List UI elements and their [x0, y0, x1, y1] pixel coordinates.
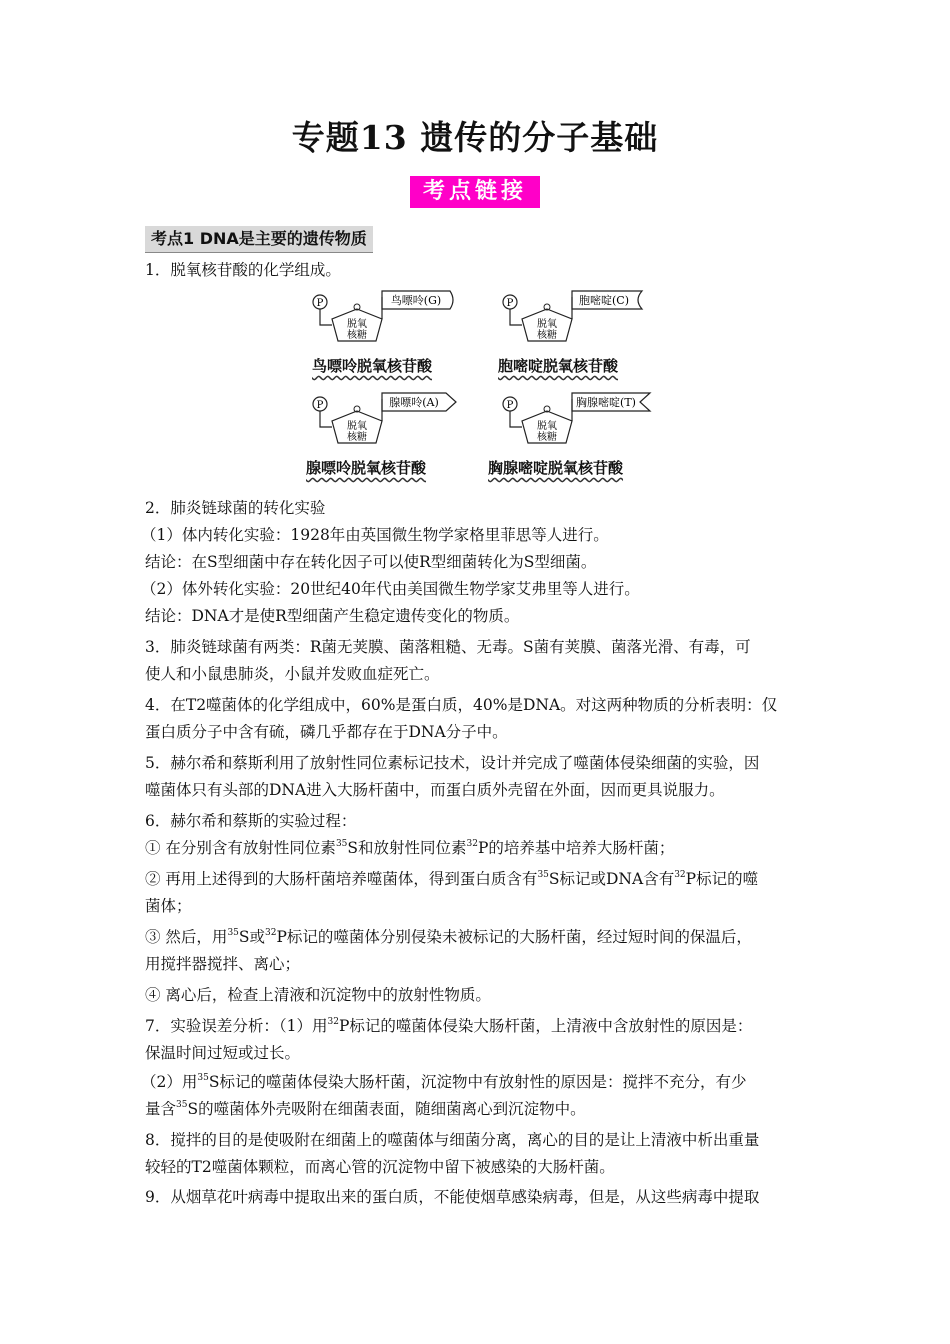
paragraph-line: ② 再用上述得到的大肠杆菌培养噬菌体，得到蛋白质含有$^{35}$S标记或DNA含有$^{32}$P标记的噬: [145, 870, 759, 888]
caption-g: 鸟嘌呤脱氧核苷酸: [312, 357, 433, 375]
paragraph-line: 噬菌体只有头部的DNA进入大肠杆菌中，而蛋白质外壳留在外面，因而更具说服力。: [145, 781, 725, 799]
section-badge: 考点链接: [410, 176, 540, 208]
paragraph-line: 蛋白质分子中含有硫，磷几乎都存在于DNA分子中。: [145, 723, 508, 741]
paragraph-line: 9．从烟草花叶病毒中提取出来的蛋白质，不能使烟草感染病毒，但是，从这些病毒中提取: [145, 1188, 760, 1206]
svg-text:脱氧: 脱氧: [537, 319, 557, 330]
svg-text:腺嘌呤(A): 腺嘌呤(A): [389, 396, 439, 409]
paragraph-line: 较轻的T2噬菌体颗粒，而离心管的沉淀物中留下被感染的大肠杆菌。: [145, 1158, 615, 1176]
caption-a: 腺嘌呤脱氧核苷酸: [306, 459, 427, 477]
svg-text:P: P: [506, 298, 514, 309]
paragraph-line: 3．肺炎链球菌有两类：R菌无荚膜、菌落粗糙、无毒。S菌有荚膜、菌落光滑、有毒，可: [145, 638, 751, 656]
nucleotide-figure: [300, 287, 660, 487]
section-heading: 考点1 DNA是主要的遗传物质: [145, 226, 373, 253]
paragraph-line: 使人和小鼠患肺炎，小鼠并发败血症死亡。: [145, 665, 440, 683]
paragraph-line: 6．赫尔希和蔡斯的实验过程：: [145, 812, 357, 830]
nucleotide-diagram-g: [313, 291, 453, 341]
svg-text:胞嘧啶(C): 胞嘧啶(C): [579, 294, 629, 307]
nucleotide-diagram-t: [503, 393, 650, 443]
svg-text:P: P: [316, 400, 324, 411]
paragraph-line: （2）体外转化实验：20世纪40年代由美国微生物学家艾弗里等人进行。: [141, 580, 640, 598]
paragraph-line: 8．搅拌的目的是使吸附在细菌上的噬菌体与细菌分离，离心的目的是让上清液中析出重量: [145, 1131, 760, 1149]
paragraph-line: 5．赫尔希和蔡斯利用了放射性同位素标记技术，设计并完成了噬菌体侵染细菌的实验，因: [145, 754, 760, 772]
paragraph-line: 保温时间过短或过长。: [145, 1044, 301, 1062]
paragraph-line: 菌体；: [145, 897, 192, 915]
svg-text:核糖: 核糖: [347, 432, 367, 443]
paragraph-line: （2）用$^{35}$S标记的噬菌体侵染大肠杆菌，沉淀物中有放射性的原因是：搅拌不充分，有少: [141, 1073, 747, 1091]
caption-t: 胸腺嘧啶脱氧核苷酸: [488, 459, 624, 477]
paragraph-line: 2．肺炎链球菌的转化实验: [145, 499, 326, 517]
svg-text:P: P: [506, 400, 514, 411]
paragraph-line: 7．实验误差分析：（1）用$^{32}$P标记的噬菌体侵染大肠杆菌，上清液中含放射性的原因是：: [145, 1017, 753, 1035]
svg-text:胸腺嘧啶(T): 胸腺嘧啶(T): [576, 396, 636, 409]
paragraph-line: 结论：DNA才是使R型细菌产生稳定遗传变化的物质。: [145, 607, 520, 625]
paragraph-line: 4．在T2噬菌体的化学组成中，60%是蛋白质，40%是DNA。对这两种物质的分析表明：仅: [145, 696, 778, 714]
svg-text:脱氧: 脱氧: [347, 421, 367, 432]
nucleotide-diagram-a: [313, 393, 456, 443]
nucleotide-diagram-c: [503, 291, 642, 341]
paragraph-line: ④ 离心后，检查上清液和沉淀物中的放射性物质。: [145, 986, 491, 1004]
paragraph-line: 量含$^{35}$S的噬菌体外壳吸附在细菌表面，随细菌离心到沉淀物中。: [145, 1100, 586, 1118]
paragraph-line: ③ 然后，用$^{35}$S或$^{32}$P标记的噬菌体分别侵染未被标记的大肠杆菌，经过短时间的保温后，: [145, 928, 752, 946]
paragraph-line: （1）体内转化实验：1928年由英国微生物学家格里菲思等人进行。: [141, 526, 609, 544]
svg-text:核糖: 核糖: [537, 432, 557, 443]
paragraph-line: 用搅拌器搅拌、离心；: [145, 955, 301, 973]
paragraph-line: 结论：在S型细菌中存在转化因子可以使R型细菌转化为S型细菌。: [145, 553, 597, 571]
page-title: 专题13 遗传的分子基础: [291, 118, 659, 157]
svg-text:脱氧: 脱氧: [537, 421, 557, 432]
paragraph-line: 1．脱氧核苷酸的化学组成。: [145, 261, 341, 279]
paragraph-line: ① 在分别含有放射性同位素$^{35}$S和放射性同位素$^{32}$P的培养基中培养大肠杆菌；: [145, 839, 675, 857]
caption-c: 胞嘧啶脱氧核苷酸: [498, 357, 619, 375]
phosphate-label: P: [316, 298, 324, 309]
svg-text:脱氧: 脱氧: [347, 319, 367, 330]
svg-text:核糖: 核糖: [537, 330, 557, 341]
svg-text:核糖: 核糖: [347, 330, 367, 341]
base-label: 鸟嘌呤(G): [390, 294, 442, 307]
